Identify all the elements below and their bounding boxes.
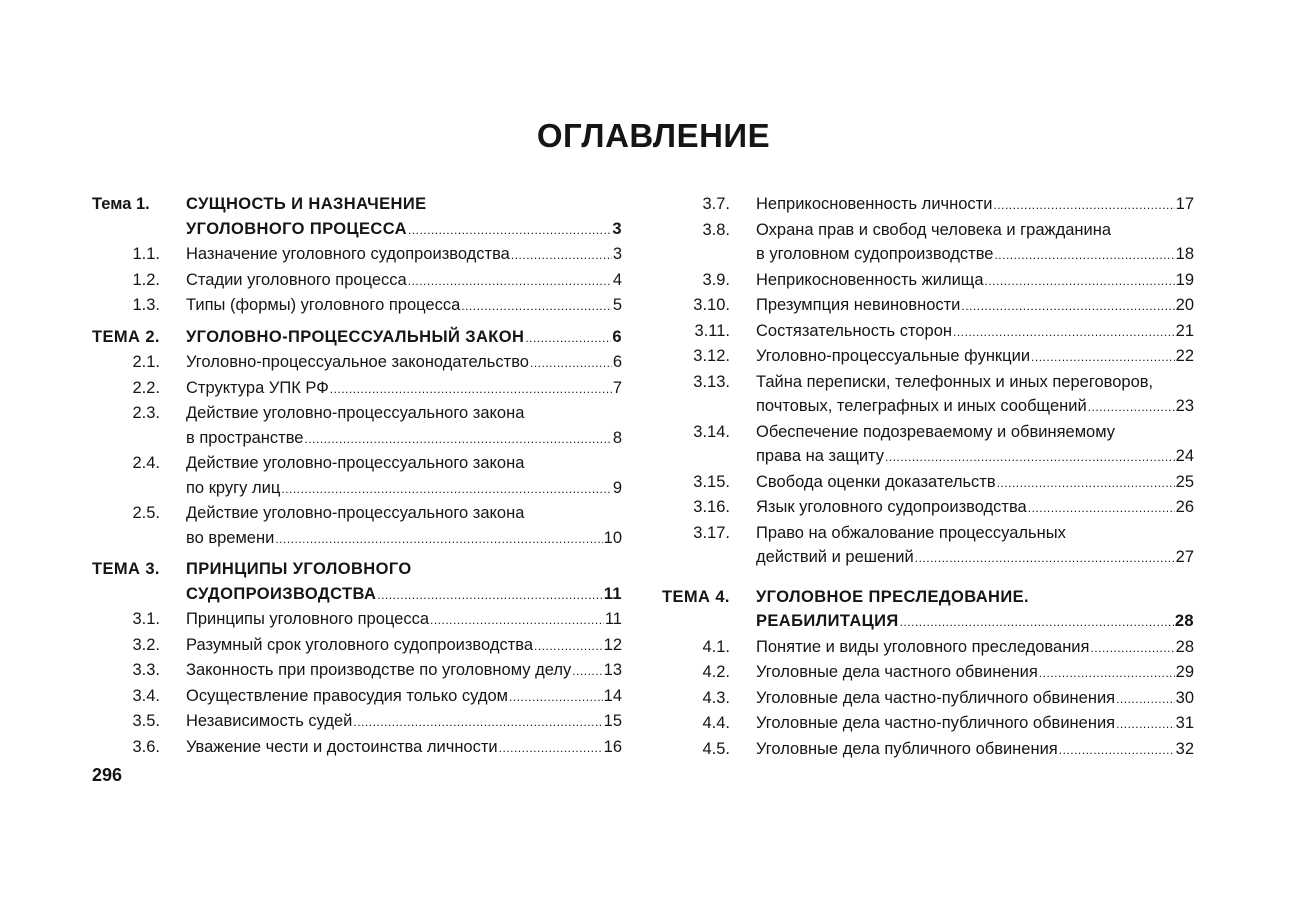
toc-entry-title: Структура УПК РФ [186, 378, 329, 397]
toc-entry [662, 711, 1194, 737]
toc-entry-number: 1.2. [132, 270, 160, 289]
toc-topic-entry [662, 585, 1194, 635]
toc-entry-title: по кругу лиц [186, 478, 281, 497]
toc-entry-title: Презумпция невиновности [756, 296, 961, 314]
dot-leader [275, 526, 602, 552]
toc-entry [662, 686, 1194, 712]
toc-entry-number: 2.4. [132, 454, 160, 472]
toc-entry-page: 7 [612, 378, 622, 397]
toc-entry-page: 22 [1175, 347, 1194, 365]
toc-entry-number: 3.12. [693, 347, 730, 365]
toc-entry-number: 3.9. [702, 270, 730, 289]
toc-entry [662, 495, 1194, 521]
toc-entry [662, 420, 1194, 470]
dot-leader [530, 350, 612, 376]
toc-entry-page: 16 [603, 737, 622, 756]
dot-leader [304, 426, 611, 452]
toc-entry [92, 376, 622, 402]
toc-entry [662, 635, 1194, 661]
dot-leader [408, 217, 611, 243]
toc-entry-title: Действие уголовно-процессуального закона [186, 404, 525, 422]
toc-entry [92, 735, 622, 761]
toc-entry-number: 3.16. [693, 498, 730, 516]
dot-leader [509, 684, 603, 710]
toc-entry-title: права на защиту [756, 447, 885, 465]
toc-entry-number: 3.8. [702, 220, 730, 239]
toc-entry-title: Уголовно-процессуальные функции [756, 347, 1031, 365]
dot-leader [353, 709, 602, 735]
dot-leader [1088, 394, 1175, 420]
toc-entry-title: Типы (формы) уголовного процесса [186, 296, 461, 314]
toc-entry-page: 32 [1175, 739, 1194, 758]
toc-entry [92, 501, 622, 551]
toc-entry-number: 3.7. [702, 195, 730, 213]
toc-entry-number: 3.4. [132, 686, 160, 705]
toc-entry-page: 18 [1175, 245, 1194, 263]
toc-entry-title: СУДОПРОИЗВОДСТВА [186, 584, 377, 603]
toc-entry-page: 6 [612, 353, 622, 371]
toc-entry-number: 1.3. [132, 296, 160, 314]
toc-entry-title: Принципы уголовного процесса [186, 610, 429, 628]
toc-entry-page: 11 [604, 610, 622, 628]
dot-leader [572, 658, 602, 684]
toc-entry [662, 737, 1194, 763]
toc-entry-page: 8 [612, 428, 622, 447]
toc-entry-number: 2.1. [132, 353, 160, 371]
toc-entry-title: Неприкосновенность личности [756, 195, 993, 213]
toc-entry-page: 9 [612, 478, 622, 497]
toc-entry-title: действий и решений [756, 548, 914, 566]
toc-entry-number: 3.2. [132, 635, 160, 654]
toc-entry [92, 268, 622, 294]
toc-entry-title: Действие уголовно-процессуального закона [186, 454, 525, 472]
dot-leader [997, 470, 1175, 496]
toc-entry-title: во времени [186, 528, 275, 547]
toc-entry-title: Законность при производстве по уголовному делу [186, 661, 572, 679]
dot-leader [953, 319, 1175, 345]
toc-entry-page: 21 [1175, 321, 1194, 340]
toc-entry-page: 15 [603, 712, 622, 730]
dot-leader [1116, 686, 1175, 712]
toc-entry-title: Уголовные дела публичного обвинения [756, 739, 1058, 758]
toc-entry-number: ТЕМА 2. [92, 327, 160, 346]
toc-entry-number: 3.3. [132, 661, 160, 679]
toc-entry-title: ПРИНЦИПЫ УГОЛОВНОГО [186, 560, 412, 578]
toc-entry [662, 470, 1194, 496]
dot-leader [1039, 660, 1175, 686]
toc-entry-title: УГОЛОВНО-ПРОЦЕССУАЛЬНЫЙ ЗАКОН [186, 327, 525, 346]
toc-entry [662, 660, 1194, 686]
toc-entry [92, 607, 622, 633]
toc-entry-page: 10 [603, 528, 622, 547]
toc-entry-page: 30 [1175, 688, 1194, 707]
toc-entry-number: 2.2. [132, 378, 160, 397]
toc-entry-page: 27 [1175, 548, 1194, 566]
toc-entry [92, 633, 622, 659]
toc-entry-number: 3.15. [693, 472, 730, 491]
toc-entry-number: 3.17. [693, 523, 730, 542]
toc-right-column [662, 192, 1194, 762]
toc-entry [662, 344, 1194, 370]
toc-entry-page: 31 [1175, 714, 1194, 732]
dot-leader [1028, 495, 1175, 521]
toc-entry-number: ТЕМА 3. [92, 560, 160, 578]
toc-entry-number: 3.11. [694, 321, 730, 340]
toc-left-column [92, 192, 622, 760]
toc-entry-page: 4 [612, 270, 622, 289]
toc-entry-page: 11 [603, 584, 622, 603]
toc-entry-title: Обеспечение подозреваемому и обвиняемому [756, 422, 1115, 441]
toc-entry-number: 3.5. [132, 712, 160, 730]
dot-leader [1090, 635, 1174, 661]
toc-entry-title: Состязательность сторон [756, 321, 952, 340]
toc-entry-page: 24 [1175, 447, 1194, 465]
toc-entry [662, 192, 1194, 218]
toc-entry [92, 293, 622, 319]
dot-leader [1031, 344, 1175, 370]
toc-entry-number: 3.1. [132, 610, 160, 628]
dot-leader [377, 582, 602, 608]
toc-entry-number: 4.2. [702, 663, 730, 681]
dot-leader [994, 242, 1174, 268]
dot-leader [330, 376, 612, 402]
toc-entry-title: Охрана прав и свобод человека и гражданина [756, 220, 1111, 239]
toc-entry [92, 350, 622, 376]
toc-entry-page: 19 [1175, 270, 1194, 289]
toc-entry [662, 521, 1194, 571]
toc-topic-entry [92, 557, 622, 607]
toc-entry [92, 451, 622, 501]
toc-entry-title: Уголовно-процессуальное законодательство [186, 353, 529, 371]
toc-entry-title: Уголовные дела частно-публичного обвинения [756, 714, 1116, 732]
toc-entry [662, 293, 1194, 319]
toc-entry-title: Язык уголовного судопроизводства [756, 498, 1027, 516]
toc-entry-title: Свобода оценки доказательств [756, 472, 996, 491]
dot-leader [430, 607, 604, 633]
dot-leader [511, 242, 612, 268]
toc-entry-number: 4.4. [702, 714, 730, 732]
dot-leader [281, 476, 612, 502]
toc-entry-page: 6 [612, 327, 622, 346]
toc-entry-page: 26 [1175, 498, 1194, 516]
toc-entry-number: 2.3. [132, 404, 160, 422]
toc-entry-title: Неприкосновенность жилища [756, 270, 984, 289]
page-title: ОГЛАВЛЕНИЕ [536, 117, 771, 154]
toc-entry-number: 4.5. [702, 739, 730, 758]
dot-leader [408, 268, 612, 294]
toc-entry-page: 20 [1175, 296, 1194, 314]
dot-leader [885, 444, 1175, 470]
toc-entry-number: 4.1. [702, 637, 730, 656]
toc-entry-number: 3.6. [132, 737, 160, 756]
toc-entry-page: 12 [603, 635, 622, 654]
toc-entry-title: Уголовные дела частно-публичного обвинения [756, 688, 1116, 707]
toc-entry-title: почтовых, телеграфных и иных сообщений [756, 397, 1087, 415]
toc-entry-title: Понятие и виды уголовного преследования [756, 637, 1090, 656]
toc-entry-title: Осуществление правосудия только судом [186, 686, 509, 705]
toc-entry-title: Назначение уголовного судопроизводства [186, 245, 510, 263]
toc-entry-title: УГОЛОВНОЕ ПРЕСЛЕДОВАНИЕ. [756, 587, 1030, 606]
toc-entry-page: 3 [612, 245, 622, 263]
dot-leader [1059, 737, 1175, 763]
toc-entry [92, 401, 622, 451]
toc-entry-title: Уважение чести и достоинства личности [186, 737, 498, 756]
toc-entry-number: Тема 1. [92, 195, 150, 213]
toc-entry-page: 5 [612, 296, 622, 314]
dot-leader [461, 293, 612, 319]
toc-entry-number: 3.10. [693, 296, 730, 314]
toc-entry [662, 370, 1194, 420]
toc-topic-entry [92, 325, 622, 351]
toc-entry [92, 242, 622, 268]
toc-entry-title: Разумный срок уголовного судопроизводства [186, 635, 534, 654]
toc-entry-title: Стадии уголовного процесса [186, 270, 407, 289]
toc-entry-number: 3.14. [693, 422, 730, 441]
toc-entry-number: 1.1. [132, 245, 160, 263]
toc-entry-title: РЕАБИЛИТАЦИЯ [756, 612, 899, 630]
toc-entry-title: Уголовные дела частного обвинения [756, 663, 1038, 681]
dot-leader [1116, 711, 1175, 737]
toc-entry-title: Тайна переписки, телефонных и иных переговоров, [756, 372, 1154, 391]
toc-entry [662, 218, 1194, 268]
toc-topic-entry [92, 192, 622, 242]
toc-entry-page: 29 [1175, 663, 1194, 681]
dot-leader [534, 633, 603, 659]
toc-entry-number: 3.13. [693, 372, 730, 391]
dot-leader [985, 268, 1175, 294]
dot-leader [900, 609, 1174, 635]
toc-entry-title: в пространстве [186, 428, 304, 447]
toc-entry-title: УГОЛОВНОГО ПРОЦЕССА [186, 219, 407, 238]
toc-entry-page: 23 [1175, 397, 1194, 415]
toc-entry-number: 4.3. [702, 688, 730, 707]
toc-entry-page: 14 [603, 686, 622, 705]
toc-entry [92, 658, 622, 684]
toc-entry-title: Действие уголовно-процессуального закона [186, 504, 525, 522]
dot-leader [499, 735, 603, 761]
toc-entry-title: Независимость судей [186, 712, 353, 730]
dot-leader [525, 325, 611, 351]
toc-entry-page: 3 [612, 219, 622, 238]
toc-entry [92, 709, 622, 735]
toc-entry-title: в уголовном судопроизводстве [756, 245, 994, 263]
toc-entry-title: СУЩНОСТЬ И НАЗНАЧЕНИЕ [186, 195, 427, 213]
dot-leader [961, 293, 1174, 319]
toc-entry [92, 684, 622, 710]
toc-entry-page: 17 [1175, 195, 1194, 213]
toc-entry-page: 28 [1175, 637, 1194, 656]
dot-leader [993, 192, 1174, 218]
page-number: 296 [92, 765, 123, 785]
dot-leader [915, 545, 1175, 571]
toc-entry-page: 13 [603, 661, 622, 679]
toc-entry [662, 268, 1194, 294]
toc-entry-page: 25 [1175, 472, 1194, 491]
toc-entry-page: 28 [1174, 612, 1194, 630]
toc-entry-title: Право на обжалование процессуальных [756, 523, 1066, 542]
toc-entry [662, 319, 1194, 345]
toc-entry-number: 2.5. [132, 504, 160, 522]
toc-entry-number: ТЕМА 4. [662, 587, 730, 606]
